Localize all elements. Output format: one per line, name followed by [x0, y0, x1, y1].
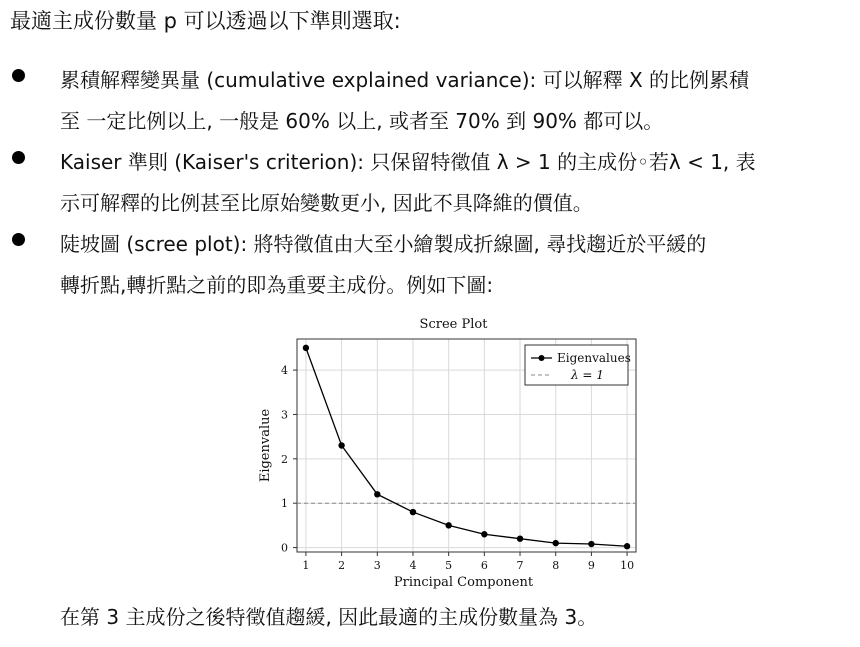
data-point	[517, 535, 523, 541]
list-item-text-line1: 陡坡圖 (scree plot): 將特徵值由大至小繪製成折線圖, 尋找趨近於平緩的	[60, 232, 707, 256]
scree-plot-svg	[247, 312, 647, 598]
bullet-dot-icon	[12, 69, 25, 82]
bullet-dot-icon	[12, 151, 25, 164]
y-tick-label: 0	[281, 541, 288, 555]
list-item-text-line1: 累積解釋變異量 (cumulative explained variance): 可以解釋 X 的比例累積	[60, 68, 750, 92]
bullet-dot-icon	[12, 233, 25, 246]
list-item-cumulative-variance	[0, 60, 860, 142]
list-item-scree-plot	[0, 224, 860, 306]
list-item-text-line2: 轉折點,轉折點之前的即為重要主成份。例如下圖:	[60, 273, 494, 297]
x-tick-label: 9	[587, 559, 595, 572]
scree-plot-chart	[247, 312, 647, 598]
x-tick-label: 6	[480, 559, 488, 572]
x-tick-label: 8	[552, 559, 560, 572]
data-point	[553, 540, 559, 546]
list-item-text-line2: 至 一定比例以上, 一般是 60% 以上, 或者至 70% 到 90% 都可以。	[60, 109, 664, 133]
x-tick-label: 4	[409, 559, 417, 572]
x-tick-label: 1	[302, 559, 310, 572]
data-point	[588, 541, 594, 547]
y-tick-label: 3	[281, 408, 288, 422]
legend-series-label: Eigenvalues	[557, 351, 631, 365]
y-tick-label: 1	[281, 497, 288, 511]
chart-title: Scree Plot	[419, 317, 488, 332]
data-point	[338, 442, 344, 448]
x-tick-label: 5	[445, 559, 453, 572]
conclusion-text: 在第 3 主成份之後特徵值趨緩, 因此最適的主成份數量為 3。	[60, 605, 598, 629]
data-point	[303, 345, 309, 351]
data-point	[445, 522, 451, 528]
data-point	[624, 543, 630, 549]
x-tick-label: 7	[516, 559, 524, 572]
y-axis-label: Eigenvalue	[258, 408, 273, 483]
legend-reference-label: λ = 1	[571, 368, 604, 382]
x-tick-label: 3	[373, 559, 381, 572]
data-point	[374, 491, 380, 497]
data-point	[481, 531, 487, 537]
x-tick-label: 2	[338, 559, 346, 572]
x-tick-label: 10	[620, 559, 635, 572]
page-heading: 最適主成份數量 p 可以透過以下準則選取:	[10, 9, 401, 33]
x-axis-label: Principal Component	[393, 575, 534, 590]
y-tick-label: 4	[281, 364, 288, 378]
list-item-text-line1: Kaiser 準則 (Kaiser's criterion): 只保留特徵值 λ > 1 的主成份◦若λ < 1, 表	[60, 150, 756, 174]
legend-series-marker	[539, 355, 545, 361]
list-item-kaiser	[0, 142, 860, 224]
criteria-list	[0, 60, 860, 306]
y-tick-label: 2	[281, 452, 288, 466]
list-item-text-line2: 示可解釋的比例甚至比原始變數更小, 因此不具降維的價值。	[60, 191, 593, 215]
data-point	[410, 509, 416, 515]
